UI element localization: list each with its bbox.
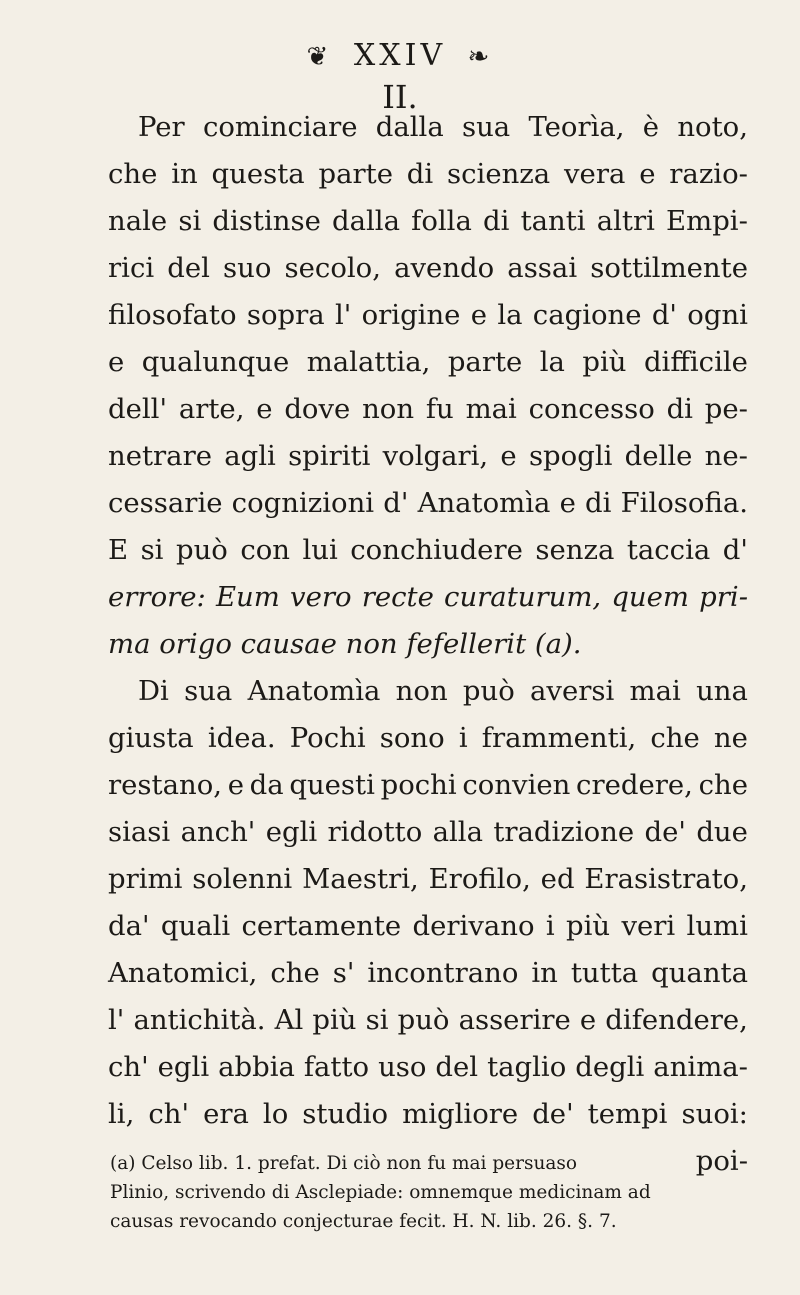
text-line: Per cominciare dalla sua Teorìa, è noto, (138, 111, 748, 143)
page-number-roman: XXIV (353, 38, 447, 73)
text-line: che in questa parte di scienza vera e razio- (108, 158, 748, 190)
text-line: rici del suo secolo, avendo assai sottilmente (108, 252, 748, 284)
text-line: netrare agli spiriti volgari, e spogli delle ne- (108, 440, 748, 472)
text-line: restano, e da questi pochi convien credere, che (108, 769, 748, 801)
text-line: filosofato sopra l' origine e la cagione d' ogni (108, 299, 748, 331)
text-line: giusta idea. Pochi sono i frammenti, che ne (108, 722, 748, 754)
section-number: II. (382, 78, 418, 116)
footnote-line: Plinio, scrivendo di Asclepiade: omnemque medicinam ad (110, 1182, 651, 1203)
text-line: siasi anch' egli ridotto alla tradizione de' due (108, 816, 748, 848)
main-paragraph (108, 104, 748, 1185)
catchword: poi- (695, 1145, 748, 1177)
page-header (0, 38, 800, 73)
text-line-latin-quote: errore: Eum vero recte curaturum, quem pri- (108, 581, 748, 613)
text-line: da' quali certamente derivano i più veri lumi (108, 910, 748, 942)
footnote (110, 1149, 750, 1236)
text-line: E si può con lui conchiudere senza taccia d' (108, 534, 748, 566)
text-line: ch' egli abbia fatto uso del taglio degli anima- (108, 1051, 748, 1083)
ornament-right-icon: ❧ (467, 42, 494, 72)
ornament-left-icon: ❦ (306, 42, 333, 72)
footnote-line: causas revocando conjecturae fecit. H. N. lib. 26. §. 7. (110, 1211, 617, 1232)
text-line-latin-quote: ma origo causae non fefellerit (a). (108, 628, 582, 660)
text-line: cessarie cognizioni d' Anatomìa e di Filosofia. (108, 487, 748, 519)
text-line: e qualunque malattia, parte la più difficile (108, 346, 748, 378)
text-line: primi solenni Maestri, Erofilo, ed Erasistrato, (108, 863, 748, 895)
footnote-line: (a) Celso lib. 1. prefat. Di ciò non fu mai persuaso (110, 1153, 578, 1174)
text-line: li, ch' era lo studio migliore de' tempi suoi: (108, 1098, 748, 1130)
text-line: Anatomici, che s' incontrano in tutta quanta (108, 957, 748, 989)
text-line: Di sua Anatomìa non può aversi mai una (138, 675, 748, 707)
text-line: l' antichità. Al più si può asserire e difendere, (108, 1004, 748, 1036)
text-line: nale si distinse dalla folla di tanti altri Empi- (108, 205, 748, 237)
text-line: dell' arte, e dove non fu mai concesso di pe- (108, 393, 748, 425)
